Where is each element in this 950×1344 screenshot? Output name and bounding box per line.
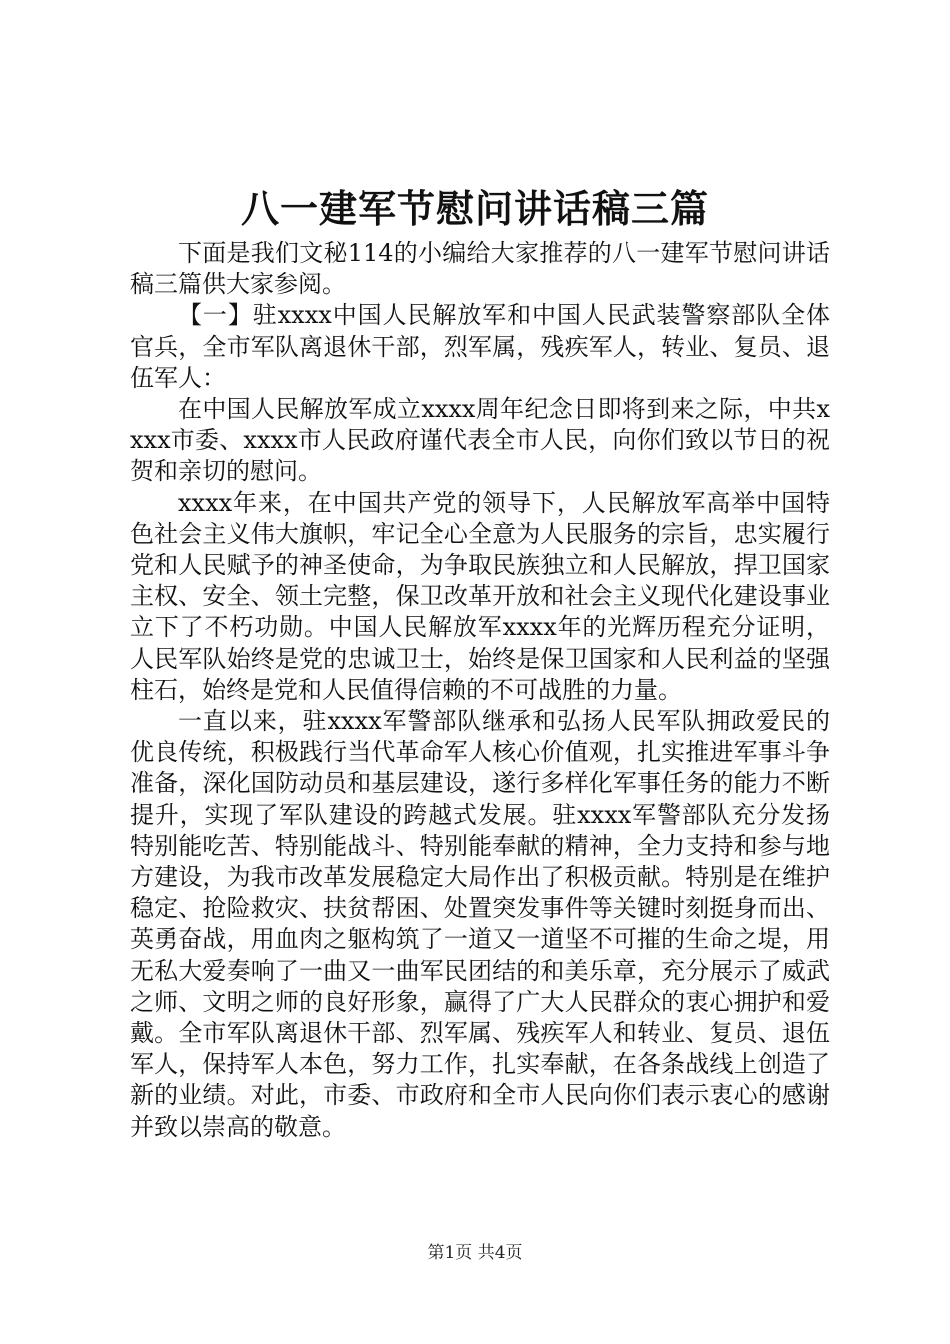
achievements-paragraph: 一直以来，驻xxxx军警部队继承和弘扬人民军队拥政爱民的优良传统，积极践行当代革命军人核心价值观，扎实推进军事斗争准备，深化国防动员和基层建设，遂行多样化军事任务的能力不断提升，实现了军队建设的跨越式发展。驻xxxx军警部队充分发扬特别能吃苦、特别能战斗、特别能奉献的精神，全力支持和参与地方建设，为我市改革发展稳定大局作出了积极贡献。特别是在维护稳定、抢险救灾、扶贫帮困、处置突发事件等关键时刻挺身而出、英勇奋战，用血肉之躯构筑了一道又一道坚不可摧的生命之堤，用无私大爱奏响了一曲又一曲军民团结的和美乐章，充分展示了威武之师、文明之师的良好形象，赢得了广大人民群众的衷心拥护和爱戴。全市军队离退休干部、烈军属、残疾军人和转业、复员、退伍军人，保持军人本色，努力工作，扎实奉献，在各条战线上创造了新的业绩。对此，市委、市政府和全市人民向你们表示衷心的感谢并致以崇高的敬意。 bbox=[130, 707, 830, 1141]
intro-paragraph: 下面是我们文秘114的小编给大家推荐的八一建军节慰问讲话稿三篇供大家参阅。 bbox=[130, 239, 830, 299]
page-footer: 第1页 共4页 bbox=[427, 1243, 523, 1263]
salutation-paragraph: 【一】驻xxxx中国人民解放军和中国人民武装警察部队全体官兵，全市军队离退休干部，烈军属，残疾军人，转业、复员、退伍军人： bbox=[130, 301, 830, 392]
greeting-paragraph: 在中国人民解放军成立xxxx周年纪念日即将到来之际，中共xxxx市委、xxxx市人民政府谨代表全市人民，向你们致以节日的祝贺和亲切的慰问。 bbox=[130, 395, 830, 486]
document-title: 八一建军节慰问讲话稿三篇 bbox=[240, 186, 709, 231]
history-paragraph: xxxx年来，在中国共产党的领导下，人民解放军高举中国特色社会主义伟大旗帜，牢记全心全意为人民服务的宗旨，忠实履行党和人民赋予的神圣使命，为争取民族独立和人民解放，捍卫国家主权、安全、领土完整，保卫改革开放和社会主义现代化建设事业立下了不朽功勋。中国人民解放军xxxx年的光辉历程充分证明，人民军队始终是党的忠诚卫士，始终是保卫国家和人民利益的坚强柱石，始终是党和人民值得信赖的不可战胜的力量。 bbox=[130, 488, 830, 704]
document-body bbox=[130, 238, 830, 1143]
